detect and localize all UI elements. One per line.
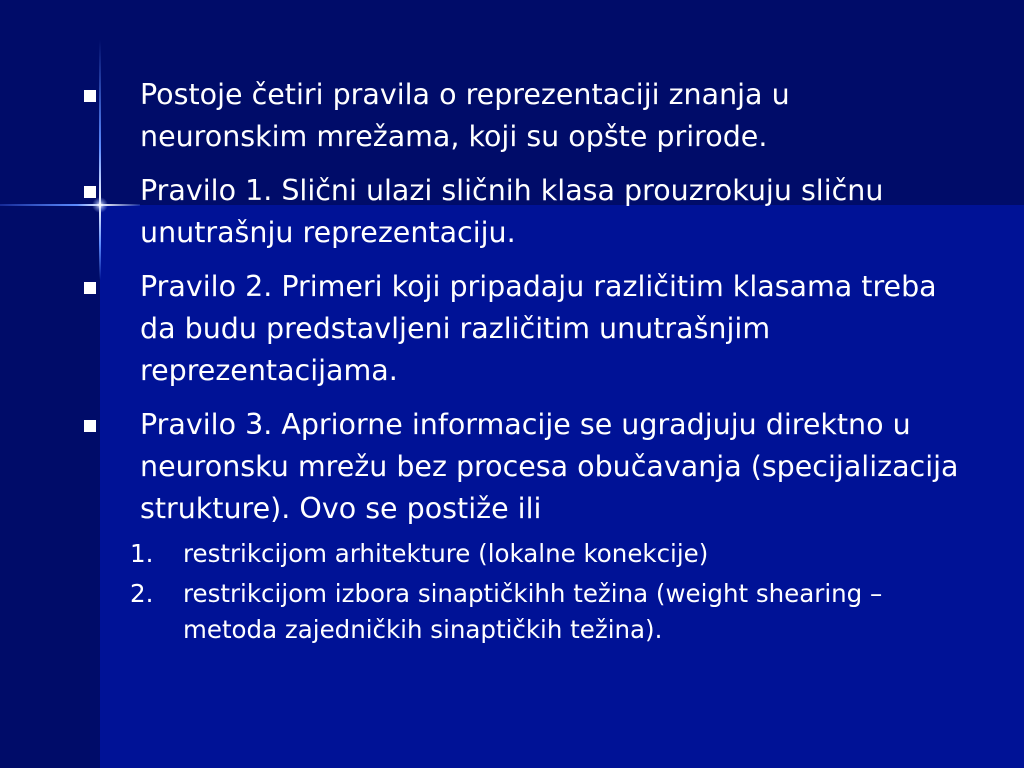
bullet-text: Pravilo 3. Apriorne informacije se ugradjuju direktno u neuronsku mrežu bez procesa obučavanja (specijalizacija strukture). Ovo se postiže ili [140, 408, 959, 525]
bullet-text: Pravilo 2. Primeri koji pripadaju različitim klasama treba da budu predstavljeni različitim unutrašnjim reprezentacijama. [140, 270, 937, 387]
square-bullet-icon [84, 90, 96, 102]
subitem-text: restrikcijom arhitekture (lokalne konekcije) [183, 539, 709, 568]
square-bullet-icon [84, 420, 96, 432]
numbered-subitem [0, 536, 1024, 572]
subitem-number: 2. [130, 579, 154, 608]
bullet-item [0, 404, 1024, 530]
bullet-text: Postoje četiri pravila o reprezentaciji znanja u neuronskim mrežama, koji su opšte prirode. [140, 78, 790, 153]
slide-content [0, 74, 1024, 652]
bullet-item [0, 266, 1024, 392]
subitem-text: restrikcijom izbora sinaptičkihh težina (weight shearing – metoda zajedničkih sinaptičkih težina). [183, 579, 883, 644]
bullet-item [0, 170, 1024, 254]
numbered-subitem [0, 576, 1024, 648]
bullet-text: Pravilo 1. Slični ulazi sličnih klasa prouzrokuju sličnu unutrašnju reprezentaciju. [140, 174, 884, 249]
bullet-item [0, 74, 1024, 158]
square-bullet-icon [84, 186, 96, 198]
subitem-number: 1. [130, 539, 154, 568]
square-bullet-icon [84, 282, 96, 294]
